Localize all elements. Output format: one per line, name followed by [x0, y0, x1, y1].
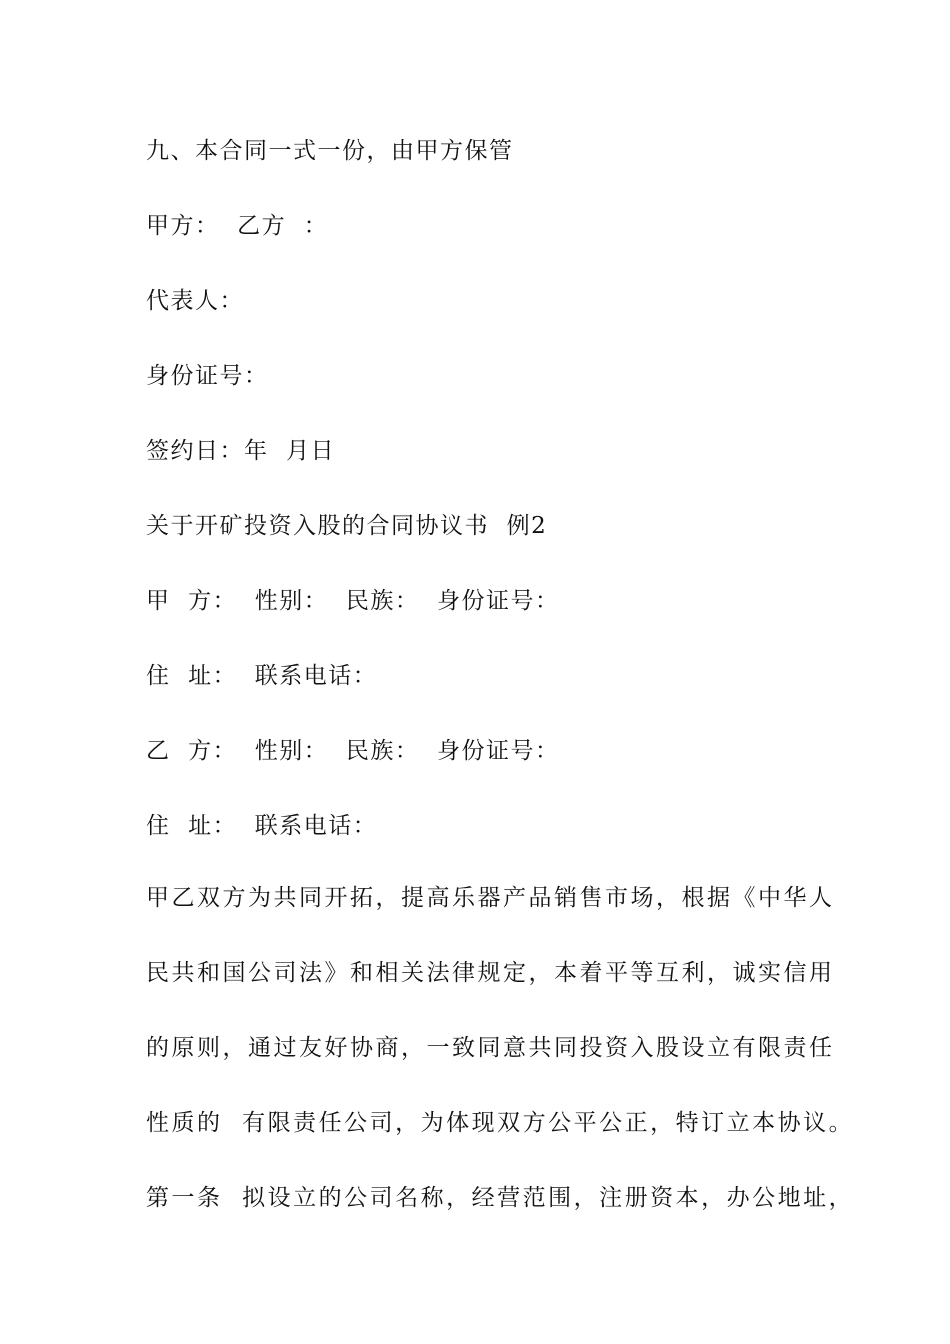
section-title: 关于开矿投资入股的合同协议书 例2 — [146, 513, 548, 539]
id-number-line: 身份证号： — [146, 363, 269, 389]
body-paragraph-line: 民共和国公司法》和相关法律规定，本着平等互利，诚实信用 — [146, 960, 835, 986]
party-line: 甲方： 乙方 ： — [146, 213, 329, 239]
body-paragraph-line: 的原则，通过友好协商，一致同意共同投资入股设立有限责任 — [146, 1035, 835, 1061]
article-one-line: 第一条 拟设立的公司名称，经营范围，注册资本，办公地址， — [146, 1185, 855, 1211]
party-b-address: 住 址： 联系电话： — [146, 813, 378, 839]
signing-date-line: 签约日：年 月日 — [146, 438, 336, 464]
party-b-info: 乙 方： 性别： 民族： 身份证号： — [146, 738, 560, 764]
body-paragraph-line: 甲乙双方为共同开拓，提高乐器产品销售市场，根据《中华人 — [146, 885, 835, 911]
party-a-info: 甲 方： 性别： 民族： 身份证号： — [146, 588, 560, 614]
body-paragraph-line: 性质的 有限责任公司，为体现双方公平公正，特订立本协议。 — [146, 1110, 855, 1136]
clause-nine: 九、本合同一式一份，由甲方保管 — [146, 138, 514, 164]
party-a-address: 住 址： 联系电话： — [146, 663, 378, 689]
representative-line: 代表人： — [146, 288, 244, 314]
